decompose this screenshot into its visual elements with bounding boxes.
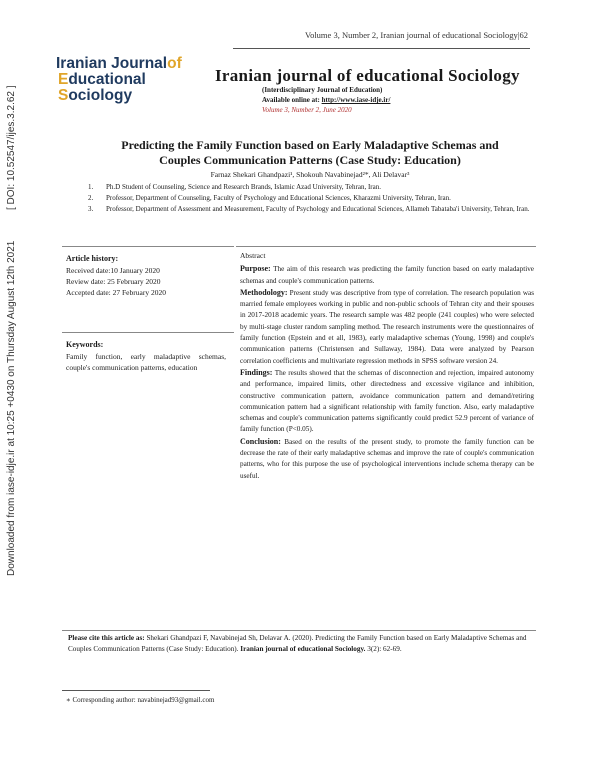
abstract-heading: Abstract — [240, 251, 266, 260]
citation-journal: Iranian journal of educational Sociology. — [240, 645, 366, 653]
abstract-findings: Findings: The results showed that the schemas of disconnection and rejection, impaired autonomy and performance, impaired limits, other directedness and excessive vigilance and inhibition, constructive communication pattern, avoidance communication pattern and demand/retiring communication pattern had a significant relationship with family function. Also, early maladaptive schemas and couple's communication patterns significantly could predict 52.9 percent of variance of family function (P<0.05). — [240, 367, 534, 434]
logo-text-1b: of — [167, 55, 182, 72]
author-list: Farnaz Shekari Ghandpazi¹, Shokouh Navabinejad²*, Ali Delavar³ — [210, 170, 410, 179]
abstract-purpose: Purpose: The aim of this research was predicting the family function based on early maladaptive schemas and couple's communication patterns. — [240, 264, 534, 285]
logo-text-1a: Iranian Journal — [56, 55, 168, 72]
keywords-rule — [62, 332, 234, 333]
citation-block — [68, 633, 536, 655]
issue-info: Volume 3, Number 2, June 2020 — [262, 106, 352, 114]
keywords-text: Family function, early maladaptive schemas, couple's communication patterns, education — [66, 352, 226, 372]
running-head: Volume 3, Number 2, Iranian journal of educational Sociology|62 — [305, 30, 528, 40]
paper-title-line1: Predicting the Family Function based on Early Maladaptive Schemas and — [121, 138, 499, 152]
online-label: Available online at: — [262, 96, 320, 104]
journal-url-link[interactable]: http://www.iase-idje.ir/ — [321, 96, 391, 104]
journal-logo: Iranian Journalof Educational Sociology — [56, 55, 182, 104]
journal-title: Iranian journal of educational Sociology — [215, 66, 520, 85]
side-margin-notes — [6, 85, 20, 580]
accepted-date: Accepted date: 27 February 2020 — [66, 288, 166, 297]
abstract-block — [240, 250, 534, 482]
abstract-conclusion: Conclusion: Based on the results of the present study, to promote the family function can be decrease the rate of their early maladaptive schemas and improve the rate of couple's communication patterns, who for this purpose the use of psychological interventions include schema therapy can be useful. — [240, 436, 534, 480]
review-date: Review date: 25 February 2020 — [66, 277, 161, 286]
footnote-rule — [62, 690, 210, 691]
abstract-rule — [236, 246, 536, 247]
paper-title — [80, 138, 540, 168]
citation-pages: 3(2): 62-69. — [365, 645, 402, 653]
doi-note: [ DOI: 10.52547/ijes.3.2.62 ] — [6, 85, 17, 210]
affiliation-item: 3. Professor, Department of Assessment and Measurement, Faculty of Psychology and Educational Sciences, Allameh Tabataba'i University, Tehran, Iran. — [88, 205, 530, 213]
affiliation-item: 2. Professor, Department of Counseling, Faculty of Psychology and Educational Sciences, Kharazmi University, Tehran, Iran. — [88, 194, 451, 202]
citation-text: Shekari Ghandpazi F, Navabinejad Sh, Delavar A. (2020). Predicting the Family Function based on Early Maladaptive Schemas and Couples Communication Patterns (Case Study: Education). — [68, 634, 527, 653]
history-heading: Article history: — [66, 254, 119, 263]
paper-title-line2: Couples Communication Patterns (Case Study: Education) — [159, 153, 461, 167]
download-note: Downloaded from iase-idje.ir at 10:25 +0430 on Thursday August 12th 2021 — [6, 240, 17, 576]
received-date: Received date:10 January 2020 — [66, 266, 160, 275]
corresponding-author-footnote: ∗ Corresponding author: navabinejad93@gmail.com — [66, 696, 215, 704]
header-rule — [233, 48, 530, 49]
online-availability — [262, 96, 390, 104]
abstract-methodology: Methodology: Present study was descriptive from type of correlation. The research population was married female employees working in public and non-public schools of Tehran city and their spouses in 2017-2018 academic years. The research sample was 482 people (241 couples) who were selected by multi-stage cluster random sampling method. The research instruments were the questionnaires of family function (Epstein and et all, 1983), early maladaptive schemas (Young, 1998) and couple's communication patterns (Christensen and Sullaway, 1984). Data were analyzed by Pearson correlation coefficients and multivariate regression methods in SPSS software version 24. — [240, 287, 534, 365]
affiliation-list — [84, 182, 544, 215]
citation-rule — [62, 630, 536, 631]
article-info-rule — [62, 246, 234, 247]
citation-label: Please cite this article as: — [68, 634, 145, 642]
affiliation-item: 1. Ph.D Student of Counseling, Science and Research Brands, Islamic Azad University, Tehran, Iran. — [88, 183, 381, 191]
keywords-heading: Keywords: — [66, 340, 104, 349]
journal-subtitle: (Interdisciplinary Journal of Education) — [262, 86, 383, 94]
